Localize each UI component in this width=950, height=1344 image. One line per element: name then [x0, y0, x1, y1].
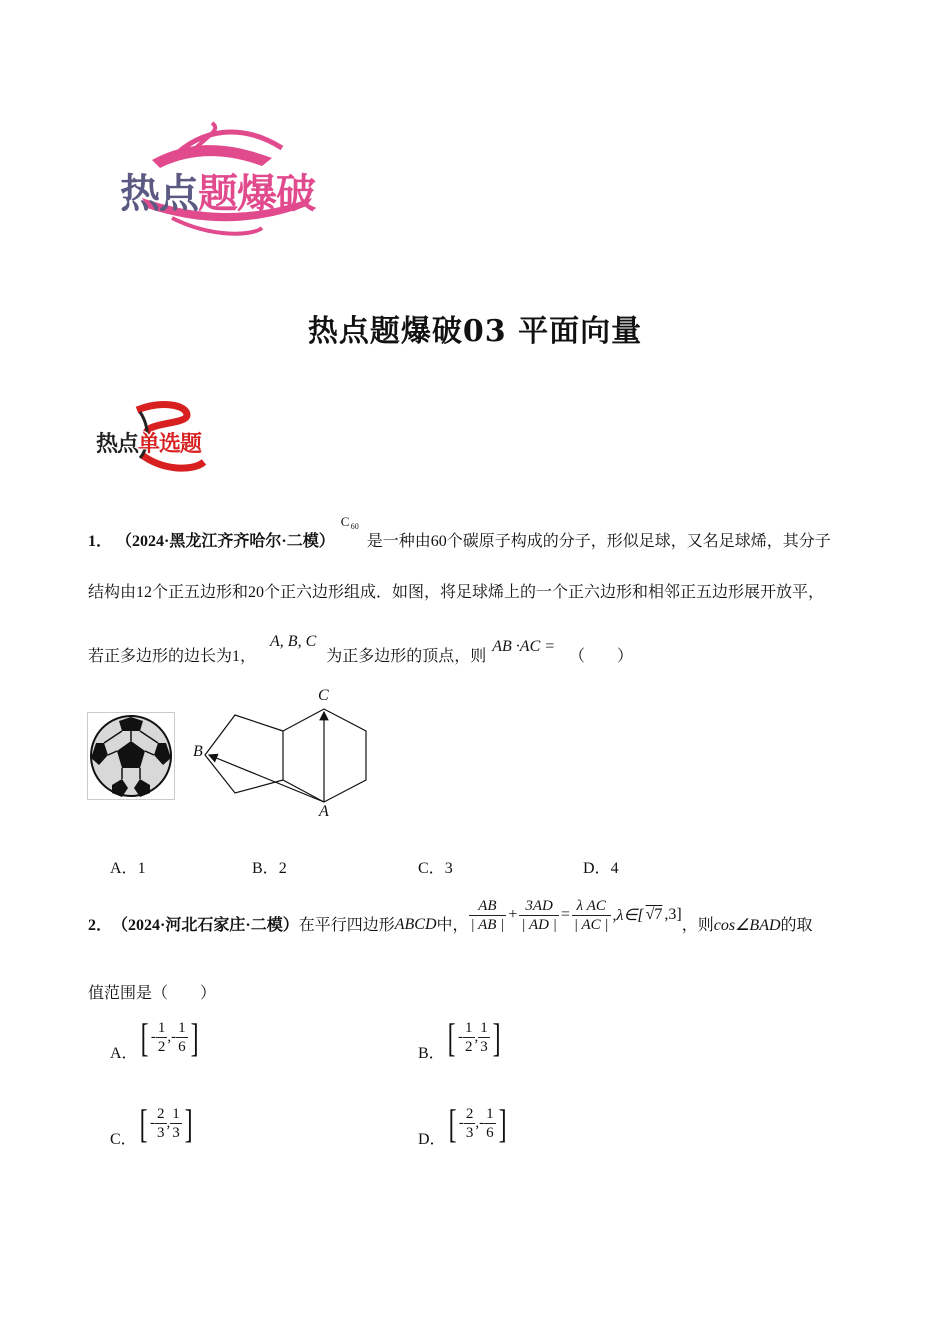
frac-1 [155, 1105, 167, 1142]
den-1: 3 [157, 1125, 165, 1141]
q1-option-a[interactable] [110, 855, 146, 878]
den-2: 6 [178, 1039, 186, 1055]
c60-formula [339, 514, 363, 546]
num-2: 1 [172, 1106, 180, 1122]
q2-source: （2024·河北石家庄·二模） [112, 916, 299, 934]
q1-option-c[interactable] [418, 855, 453, 878]
sign-2: - [479, 1115, 485, 1131]
q2-text-c: ，则 [681, 916, 714, 934]
plus-sign: + [508, 906, 518, 923]
vector-ab [209, 755, 324, 802]
q2-option-b[interactable] [418, 1012, 503, 1063]
soccer-ball-image [87, 712, 175, 800]
q2-option-c[interactable] [110, 1098, 195, 1149]
c60-main: C [340, 514, 350, 529]
q1-text-line1: 是一种由60个碳原子构成的分子，形似足球，又名足球烯，其分子 [366, 533, 831, 550]
q1-option-b[interactable] [252, 855, 287, 878]
frac-2 [170, 1105, 182, 1142]
option-label: A． [110, 1045, 138, 1062]
right-bracket: ] [492, 1014, 501, 1060]
den-2: 6 [486, 1125, 494, 1141]
option-label: A． [110, 860, 138, 877]
c60-sub: 60 [350, 522, 359, 531]
num-2: 1 [480, 1020, 488, 1036]
den-1: 3 [465, 1125, 474, 1141]
den-2: 3 [480, 1039, 488, 1055]
option-label: D． [418, 1131, 446, 1148]
right-bracket: ] [498, 1100, 507, 1146]
frac-1 [464, 1105, 476, 1142]
left-bracket: [ [448, 1100, 457, 1146]
separator: , [167, 1029, 172, 1045]
option-label: C． [110, 1131, 137, 1148]
q1-option-d[interactable] [583, 855, 619, 878]
sign-1: - [458, 1029, 464, 1045]
den-1: 2 [157, 1039, 166, 1055]
fraction-3-den: | AC | [573, 916, 609, 933]
frac-1 [463, 1019, 475, 1056]
option-label: B． [252, 860, 279, 877]
q2-option-d[interactable] [418, 1098, 509, 1149]
sign-1: - [150, 1115, 156, 1131]
option-label: B． [418, 1045, 445, 1062]
q2-number: 2． [88, 916, 113, 934]
q2-line1 [88, 893, 813, 953]
sign-2: - [171, 1029, 177, 1045]
polygon-figure [185, 685, 385, 825]
option-value: 3 [444, 860, 453, 877]
q2-text-d: 的取 [780, 916, 813, 934]
frac-2 [484, 1105, 496, 1142]
q1-number: 1． [88, 533, 113, 550]
option-value: 4 [610, 860, 619, 877]
option-label: C． [418, 860, 445, 877]
q2-cos-expr: cos∠BAD [713, 917, 781, 934]
separator: , [166, 1115, 171, 1131]
fraction-2 [519, 897, 558, 934]
option-value: 2 [278, 860, 287, 877]
logo-text-1: 热点 [120, 171, 198, 217]
q2-text-a: 在平行四边形 [298, 916, 395, 934]
q1-line3 [88, 633, 634, 666]
fraction-2-num: 3AD [519, 897, 558, 916]
sign-1: - [150, 1029, 156, 1045]
hot-topic-logo [112, 118, 332, 243]
left-bracket: [ [139, 1100, 148, 1146]
label-b: B [193, 743, 203, 760]
lambda-condition: ,λ∈[ [612, 907, 644, 924]
q2-vector-equation [469, 897, 682, 934]
q1-answer-paren: （ ） [569, 648, 634, 665]
frac-2 [478, 1019, 490, 1056]
q1-source: （2024·黑龙江齐齐哈尔·二模） [116, 533, 335, 550]
q1-dot-product: AB ·AC = [492, 638, 556, 655]
separator: , [474, 1029, 479, 1045]
sign-1: - [458, 1115, 464, 1131]
q1-line1 [88, 514, 831, 551]
q1-text-line3b: 为正多边形的顶点，则 [326, 648, 487, 665]
label-a: A [319, 803, 329, 820]
q1-text-line2: 结构由12个正五边形和20个正六边形组成．如图，将足球烯上的一个正六边形和相邻正五边形展开放平， [88, 584, 825, 601]
condition-end: ,3] [664, 906, 682, 923]
q2-option-a[interactable] [110, 1012, 201, 1063]
den-2: 3 [172, 1125, 180, 1141]
den-1: 2 [465, 1039, 473, 1055]
num-1: 2 [465, 1106, 474, 1122]
logo-text-2: 题爆破 [198, 171, 315, 217]
num-2: 1 [178, 1020, 186, 1036]
right-bracket: ] [184, 1100, 193, 1146]
sqrt-seven: √7 [645, 906, 663, 923]
single-choice-badge [92, 400, 237, 478]
num-1: 1 [157, 1020, 166, 1036]
left-bracket: [ [140, 1014, 149, 1060]
badge-text-2: 单选题 [138, 432, 202, 457]
frac-1 [156, 1019, 168, 1056]
option-label: D． [583, 860, 611, 877]
pentagon-hexagon-diagram [185, 685, 385, 825]
fraction-3-num: λ AC [572, 897, 611, 916]
fraction-3 [572, 897, 611, 934]
fraction-1-den: | AB | [470, 916, 505, 933]
badge-text-1: 热点 [96, 432, 139, 457]
pentagon-shape [205, 715, 283, 793]
option-value: 1 [137, 860, 146, 877]
fraction-2-den: | AD | [521, 916, 557, 933]
q2-line2: 值范围是（ ） [88, 985, 217, 1002]
num-2: 1 [486, 1106, 494, 1122]
q2-text-b: 中， [436, 916, 469, 934]
q2-abcd: ABCD [394, 916, 437, 933]
frac-2 [176, 1019, 188, 1056]
soccer-ball-graphic [88, 713, 174, 799]
q1-text-line3a: 若正多边形的边长为1， [88, 648, 257, 665]
right-bracket: ] [190, 1014, 199, 1060]
fraction-1-num: AB [469, 897, 507, 916]
label-c: C [318, 687, 329, 704]
page-title: 热点题爆破03 平面向量 [307, 314, 643, 349]
num-1: 1 [465, 1020, 473, 1036]
fraction-1 [469, 897, 507, 934]
left-bracket: [ [447, 1014, 456, 1060]
num-1: 2 [157, 1106, 165, 1122]
equals-sign: = [560, 906, 570, 923]
q1-points: A, B, C [270, 633, 317, 650]
separator: , [475, 1115, 480, 1131]
